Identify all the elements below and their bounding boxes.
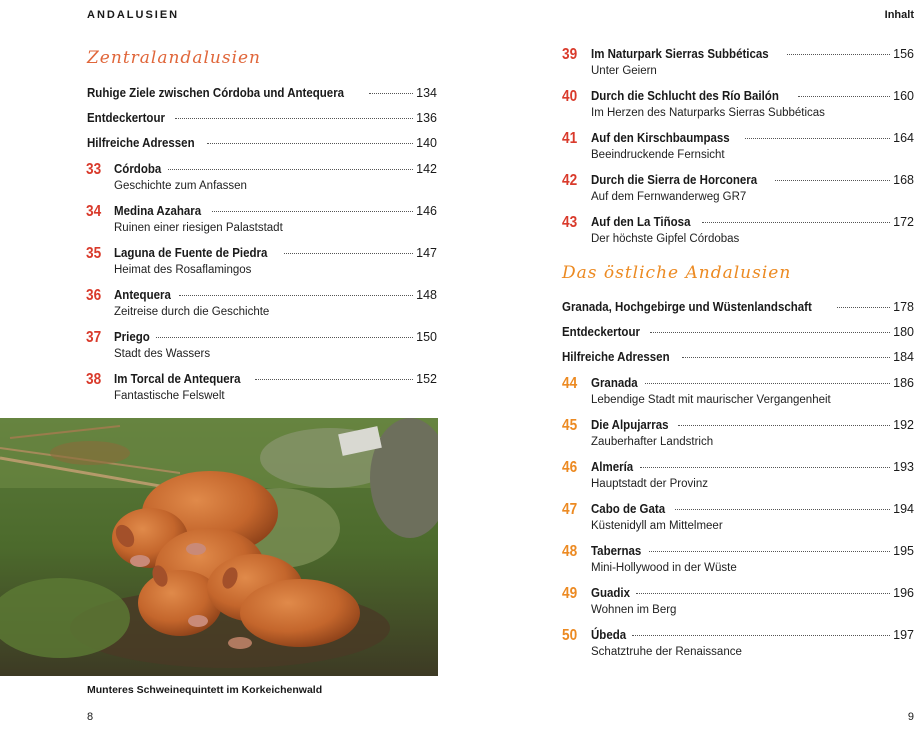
toc-entry-row[interactable] [591,586,914,600]
toc-entry-row[interactable] [591,544,914,558]
toc-subtitle: Heimat des Rosaflamingos [114,264,252,276]
toc-intro-row[interactable] [562,350,914,364]
toc-page: 184 [893,350,914,364]
leader-dots [179,295,413,296]
entry-number: 34 [86,203,102,220]
toc-title: Córdoba [114,162,162,176]
leader-dots [702,222,890,223]
section-title-zentral: Zentralandalusien [87,48,262,68]
toc-intro-row[interactable] [87,86,437,100]
toc-subtitle: Geschichte zum Anfassen [114,180,247,192]
entry-number: 46 [562,459,578,476]
toc-intro-row[interactable] [87,136,437,150]
toc-subtitle: Zeitreise durch die Geschichte [114,306,270,318]
leader-dots [678,425,890,426]
toc-page: 168 [893,173,914,187]
toc-page: 193 [893,460,914,474]
toc-subtitle: Wohnen im Berg [591,604,677,616]
toc-title: Priego [114,330,150,344]
page-number-left: 8 [87,711,94,723]
toc-title: Tabernas [591,544,642,558]
entry-number: 37 [86,329,102,346]
entry-number: 36 [86,287,102,304]
toc-page: 194 [893,502,914,516]
toc-subtitle: Auf dem Fernwanderweg GR7 [591,191,747,203]
leader-dots [682,357,890,358]
toc-title: Entdeckertour [87,111,165,125]
running-head-left: ANDALUSIEN [87,9,180,21]
leader-dots [255,379,414,380]
leader-dots [284,253,413,254]
entry-number: 45 [562,417,578,434]
toc-title: Hilfreiche Adressen [562,350,670,364]
toc-page: 180 [893,325,914,339]
toc-entry-row[interactable] [591,131,914,145]
leader-dots [775,180,891,181]
leader-dots [675,509,891,510]
entry-number: 50 [562,627,578,644]
toc-intro-row[interactable] [562,300,914,314]
toc-page: 197 [893,628,914,642]
toc-title: Durch die Schlucht des Río Bailón [591,89,779,103]
leader-dots [369,93,413,94]
entry-number: 44 [562,375,578,392]
piglets-photo [0,418,438,676]
toc-title: Ruhige Ziele zwischen Córdoba und Antequera [87,86,345,100]
entry-number: 40 [562,88,578,105]
toc-entry-row[interactable] [114,372,437,386]
section-title-ost: Das östliche Andalusien [562,263,792,283]
toc-page: 192 [893,418,914,432]
toc-subtitle: Hauptstadt der Provinz [591,478,708,490]
entry-number: 41 [562,130,578,147]
entry-number: 43 [562,214,578,231]
toc-title: Granada, Hochgebirge und Wüstenlandschaft [562,300,812,314]
toc-entry-row[interactable] [591,502,914,516]
toc-entry-row[interactable] [114,330,437,344]
leader-dots [837,307,891,308]
toc-page: 196 [893,586,914,600]
toc-page: 172 [893,215,914,229]
entry-number: 49 [562,585,578,602]
toc-page: 134 [416,86,437,100]
toc-page: 186 [893,376,914,390]
leader-dots [207,143,413,144]
toc-page: 152 [416,372,437,386]
toc-entry-row[interactable] [591,47,914,61]
entry-number: 48 [562,543,578,560]
leader-dots [168,169,413,170]
toc-entry-row[interactable] [591,173,914,187]
toc-title: Granada [591,376,638,390]
running-head-right: Inhalt [884,9,914,21]
toc-entry-row[interactable] [114,204,437,218]
toc-page: 142 [416,162,437,176]
toc-subtitle: Schatztruhe der Renaissance [591,646,742,658]
toc-page: 148 [416,288,437,302]
leader-dots [212,211,413,212]
entry-number: 35 [86,245,102,262]
toc-entry-row[interactable] [591,628,914,642]
toc-subtitle: Unter Geiern [591,65,657,77]
leader-dots [175,118,413,119]
toc-page: 150 [416,330,437,344]
toc-subtitle: Stadt des Wassers [114,348,211,360]
leader-dots [650,332,890,333]
right-page [461,0,922,737]
toc-title: Antequera [114,288,171,302]
toc-title: Auf den Kirschbaumpass [591,131,730,145]
photo-caption: Munteres Schweinequintett im Korkeichenwald [87,684,323,696]
toc-subtitle: Zauberhafter Landstrich [591,436,714,448]
toc-page: 140 [416,136,437,150]
leader-dots [787,54,890,55]
toc-title: Guadix [591,586,630,600]
toc-entry-row[interactable] [591,89,914,103]
toc-page: 195 [893,544,914,558]
toc-page: 136 [416,111,437,125]
toc-title: Medina Azahara [114,204,202,218]
toc-subtitle: Mini-Hollywood in der Wüste [591,562,737,574]
toc-page: 164 [893,131,914,145]
toc-title: Laguna de Fuente de Piedra [114,246,268,260]
entry-number: 39 [562,46,578,63]
toc-title: Úbeda [591,628,627,642]
toc-subtitle: Im Herzen des Naturparks Sierras Subbéticas [591,107,825,119]
toc-page: 178 [893,300,914,314]
toc-title: Cabo de Gata [591,502,666,516]
toc-intro-row[interactable] [87,111,437,125]
toc-title: Auf den La Tiñosa [591,215,691,229]
entry-number: 38 [86,371,102,388]
toc-title: Im Naturpark Sierras Subbéticas [591,47,769,61]
entry-number: 42 [562,172,578,189]
toc-page: 146 [416,204,437,218]
leader-dots [632,635,890,636]
toc-subtitle: Lebendige Stadt mit maurischer Vergangenheit [591,394,831,406]
entry-number: 47 [562,501,578,518]
leader-dots [745,138,890,139]
toc-subtitle: Ruinen einer riesigen Palaststadt [114,222,283,234]
toc-entry-row[interactable] [114,288,437,302]
toc-page: 147 [416,246,437,260]
entry-number: 33 [86,161,102,178]
toc-title: Entdeckertour [562,325,640,339]
toc-entry-row[interactable] [591,215,914,229]
toc-subtitle: Beeindruckende Fernsicht [591,149,725,161]
toc-entry-row[interactable] [591,376,914,390]
toc-title: Durch die Sierra de Horconera [591,173,758,187]
toc-title: Hilfreiche Adressen [87,136,195,150]
toc-subtitle: Der höchste Gipfel Córdobas [591,233,740,245]
page-number-right: 9 [907,711,914,723]
leader-dots [156,337,413,338]
leader-dots [649,551,890,552]
toc-title: Im Torcal de Antequera [114,372,241,386]
leader-dots [636,593,890,594]
leader-dots [798,96,890,97]
toc-title: Die Alpujarras [591,418,669,432]
toc-page: 156 [893,47,914,61]
toc-entry-row[interactable] [591,460,914,474]
toc-entry-row[interactable] [591,418,914,432]
leader-dots [640,467,890,468]
toc-subtitle: Fantastische Felswelt [114,390,225,402]
toc-entry-row[interactable] [114,162,437,176]
toc-title: Almería [591,460,634,474]
toc-entry-row[interactable] [114,246,437,260]
toc-intro-row[interactable] [562,325,914,339]
leader-dots [645,383,890,384]
toc-subtitle: Küstenidyll am Mittelmeer [591,520,723,532]
toc-page: 160 [893,89,914,103]
